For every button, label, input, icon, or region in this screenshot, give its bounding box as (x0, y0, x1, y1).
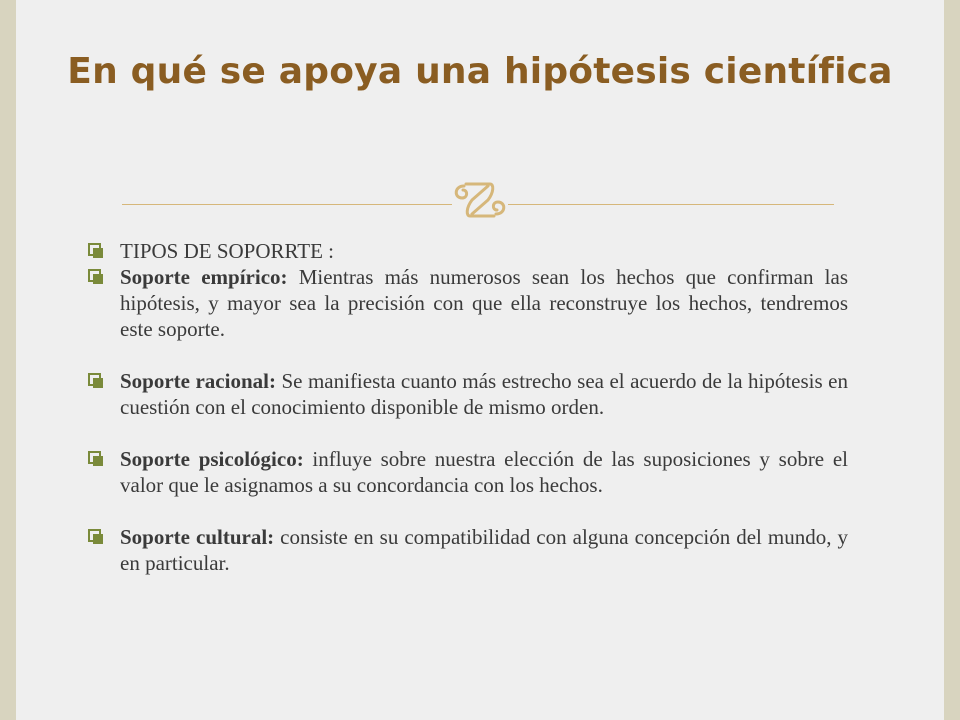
checkbox-bullet-icon (88, 243, 104, 259)
item-text: Se manifiesta cuanto más estrecho sea el acuerdo de la hipótesis en cuestión con el conocimiento disponible de mismo orden. (120, 369, 848, 419)
list-item-tipos (88, 238, 848, 264)
list-item-empirico (88, 264, 848, 342)
scroll-ornament-icon (450, 176, 510, 224)
item-text: Mientras más numerosos sean los hechos que confirman las hipótesis, y mayor sea la precisión con que ella reconstruye los hechos, tendremos este soporte. (120, 265, 848, 341)
item-term: Soporte racional: (120, 369, 276, 393)
list-item-cultural (88, 524, 848, 576)
item-text: influye sobre nuestra elección de las suposiciones y sobre el valor que le asignamos a su concordancia con los hechos. (120, 447, 849, 497)
bullet-list (88, 238, 848, 576)
item-text: TIPOS DE SOPORRTE : (120, 239, 335, 263)
list-item-racional (88, 368, 848, 420)
checkbox-bullet-icon (88, 451, 104, 467)
item-term: Soporte psicológico: (120, 447, 304, 471)
slide-title: En qué se apoya una hipótesis científica (67, 51, 893, 92)
divider-left (122, 204, 452, 205)
item-text: consiste en su compatibilidad con alguna concepción del mundo, y en particular. (120, 525, 848, 575)
checkbox-bullet-icon (88, 529, 104, 545)
list-item-psicologico (88, 446, 848, 498)
checkbox-bullet-icon (88, 373, 104, 389)
item-term: Soporte empírico: (120, 265, 288, 289)
checkbox-bullet-icon (88, 269, 104, 285)
item-term: Soporte cultural: (120, 525, 275, 549)
divider-right (508, 204, 834, 205)
